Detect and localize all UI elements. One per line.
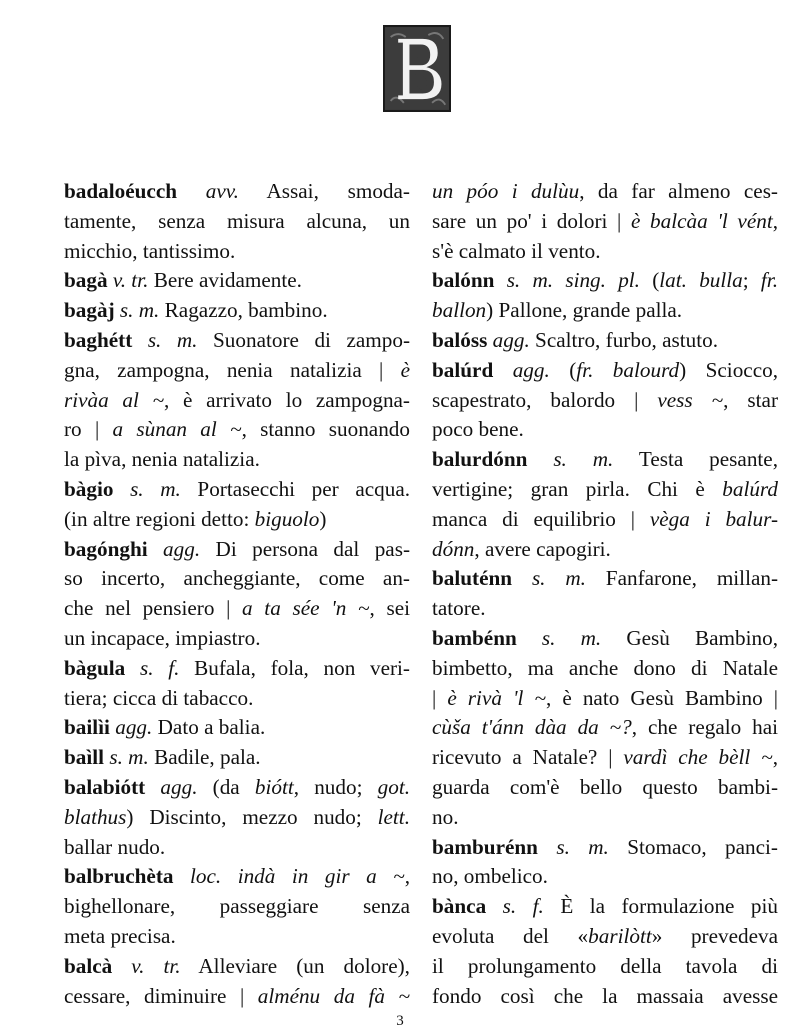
text-segment: , che regalo hai — [631, 715, 779, 740]
text-line — [64, 475, 410, 505]
text-segment: ( — [639, 268, 660, 293]
entry-headword: bagónghi — [64, 536, 148, 561]
italic-text: s. m. — [130, 476, 181, 501]
entry-headword: balónn — [432, 268, 495, 293]
text-segment: Suonatore di zampo- — [197, 327, 410, 352]
text-segment: Testa pesante, — [613, 447, 779, 472]
text-segment: ( — [549, 357, 577, 382]
italic-text: è rivà 'l ~ — [447, 685, 546, 710]
text-segment: , — [404, 864, 410, 889]
text-segment: , — [772, 745, 778, 770]
text-segment: un incapace, impiastro. — [64, 625, 261, 650]
italic-text: lat. bulla — [659, 268, 743, 293]
italic-text: dónn — [432, 536, 475, 561]
italic-text: v. tr. — [131, 953, 181, 978]
italic-text: s. m. sing. pl. — [506, 268, 640, 293]
text-line — [64, 982, 410, 1012]
italic-text: vess ~ — [657, 387, 724, 412]
text-line — [64, 773, 410, 803]
text-segment — [125, 656, 140, 680]
text-line — [64, 952, 410, 982]
text-segment — [132, 328, 148, 352]
text-line — [432, 624, 778, 654]
entry-headword: baìll — [64, 745, 105, 770]
text-line — [432, 326, 778, 356]
text-segment: Alleviare (un dolore), — [180, 953, 410, 978]
italic-text: fr. balourd — [576, 357, 680, 382]
text-segment — [493, 358, 512, 382]
entry-headword: bamburénn — [432, 834, 538, 859]
italic-text: lett. — [377, 804, 410, 829]
text-line — [64, 594, 410, 624]
entry-headword: balurdónn — [432, 447, 528, 472]
text-segment — [486, 894, 502, 918]
italic-text: got. — [377, 774, 410, 799]
text-segment: ricevuto a Natale? | — [432, 745, 624, 770]
text-segment — [173, 864, 190, 888]
italic-text: blathus — [64, 804, 127, 829]
text-line — [432, 564, 778, 594]
text-line — [64, 266, 410, 296]
text-segment: gna, zampogna, nenia natalizia | — [64, 357, 401, 382]
italic-text: vèga i balur- — [649, 506, 778, 531]
text-line — [64, 564, 410, 594]
italic-text: vardì che bèll ~ — [623, 745, 773, 770]
text-line — [432, 862, 778, 892]
text-segment: so incerto, ancheggiante, come an- — [64, 566, 410, 591]
text-segment: Bere avidamente. — [148, 268, 302, 293]
text-line — [432, 743, 778, 773]
text-line — [432, 177, 778, 207]
entry-headword: bagàj — [64, 298, 115, 323]
italic-text: s. m. — [553, 447, 614, 472]
text-segment: tatore. — [432, 596, 486, 621]
text-line — [64, 862, 410, 892]
italic-text: agg. — [492, 327, 530, 352]
italic-text: alménu da fà ~ — [257, 983, 410, 1008]
text-segment: , è arrivato lo zampogna- — [164, 387, 410, 412]
italic-text: fr. — [760, 268, 778, 293]
text-segment: il prolungamento della tavola di — [432, 953, 778, 978]
text-segment: la pìva, nenia natalizia. — [64, 447, 260, 472]
text-segment — [148, 537, 163, 561]
italic-text: agg. — [512, 357, 550, 382]
text-line — [432, 922, 778, 952]
text-line — [64, 713, 410, 743]
italic-text: cùša t'ánn dàa da ~? — [432, 715, 632, 740]
text-line — [432, 266, 778, 296]
left-column — [64, 177, 410, 1011]
text-line — [432, 386, 778, 416]
text-segment: Portasecchi per acqua. — [180, 476, 411, 501]
text-line — [64, 803, 410, 833]
text-segment: , avere capogiri. — [474, 536, 611, 561]
text-line — [432, 475, 778, 505]
text-line — [64, 415, 410, 445]
entry-headword: bambénn — [432, 625, 517, 650]
text-segment: poco bene. — [432, 417, 524, 442]
text-line — [432, 833, 778, 863]
text-segment: Stomaco, panci- — [608, 834, 778, 859]
text-segment: ) Discinto, mezzo nudo; — [126, 804, 378, 829]
text-line — [432, 356, 778, 386]
italic-text: s. f. — [502, 894, 544, 919]
text-segment: bighellonare, passeggiare senza — [64, 894, 410, 919]
entry-headword: bàgio — [64, 476, 114, 501]
italic-text: è balcàa 'l vént — [630, 208, 773, 233]
italic-text: avv. — [205, 179, 239, 203]
italic-text: s. m. — [531, 566, 586, 591]
text-segment: s'è calmato il vento. — [432, 238, 601, 263]
entry-headword: bailìi — [64, 715, 110, 740]
entry-headword: balcà — [64, 953, 113, 978]
italic-text: balúrd — [722, 476, 778, 501]
text-line — [432, 594, 778, 624]
italic-text: a ta sée 'n ~ — [242, 596, 370, 621]
text-segment: guarda com'è bello questo bambi- — [432, 774, 778, 799]
text-segment: ; — [742, 268, 761, 293]
italic-text: s. f. — [139, 655, 180, 680]
italic-text: barilòtt — [588, 923, 652, 948]
text-line — [64, 326, 410, 356]
italic-text: un póo i dulùu — [432, 179, 580, 203]
text-segment: Di persona dal pas- — [200, 536, 410, 561]
text-segment: sare un po' i dolori | — [432, 208, 631, 233]
text-line — [64, 207, 410, 237]
text-line — [64, 535, 410, 565]
italic-text: agg. — [115, 715, 153, 740]
text-segment: Fanfarone, millan- — [585, 566, 779, 591]
text-segment: Badile, pala. — [148, 745, 261, 770]
italic-text: ballon — [432, 298, 487, 323]
italic-text: a sùnan al ~ — [112, 417, 242, 442]
italic-text: biótt — [254, 774, 294, 799]
text-segment: , — [772, 208, 778, 233]
text-line — [64, 177, 410, 207]
entry-headword: bànca — [432, 894, 487, 919]
right-column — [432, 177, 778, 1011]
text-segment — [145, 775, 160, 799]
text-segment: micchio, tantissimo. — [64, 238, 236, 263]
text-segment: cessare, diminuire | — [64, 983, 258, 1008]
text-segment — [527, 447, 553, 471]
text-line — [432, 773, 778, 803]
text-line — [432, 713, 778, 743]
text-segment: ro | — [64, 417, 113, 442]
text-segment: ballar nudo. — [64, 834, 166, 859]
entry-headword: badaloéucch — [64, 179, 178, 203]
text-segment: no, ombelico. — [432, 864, 548, 889]
text-segment: fondo così che la massaia avesse — [432, 983, 778, 1008]
text-segment: È la formulazione più — [543, 894, 779, 919]
text-line — [432, 892, 778, 922]
italic-text: s. m. — [556, 834, 609, 859]
text-segment: tiera; cicca di tabacco. — [64, 685, 254, 710]
entry-headword: bàgula — [64, 655, 126, 680]
italic-text: agg. — [160, 774, 198, 799]
text-segment: (in altre regioni detto: — [64, 506, 255, 531]
italic-text: s. m. — [109, 745, 149, 770]
text-segment — [113, 477, 130, 501]
italic-text: s. m. — [119, 298, 160, 323]
entry-headword: balúrd — [432, 357, 494, 382]
text-line — [64, 743, 410, 773]
italic-text: v. tr. — [112, 268, 149, 293]
text-segment: vertigine; gran pirla. Chi è — [432, 476, 723, 501]
italic-text: s. m. — [147, 327, 198, 352]
page-number: 3 — [396, 1013, 404, 1029]
text-segment: » prevedeva — [651, 923, 779, 948]
text-segment: (da — [197, 774, 255, 799]
text-segment — [112, 954, 131, 978]
text-line — [64, 922, 410, 952]
text-line — [64, 833, 410, 863]
text-segment: no. — [432, 804, 459, 829]
text-line — [64, 892, 410, 922]
entry-headword: baluténn — [432, 566, 513, 591]
italic-text: loc. indà in gir a ~ — [190, 864, 405, 889]
text-segment: , da far almeno ces- — [579, 179, 778, 203]
text-segment: , stanno suonando — [241, 417, 410, 442]
text-segment: , star — [723, 387, 779, 412]
text-segment: bimbetto, ma anche dono di Natale — [432, 655, 778, 680]
italic-text: è — [400, 357, 410, 382]
text-line — [432, 237, 778, 267]
text-line — [432, 952, 778, 982]
text-line — [64, 624, 410, 654]
text-segment — [538, 835, 556, 859]
italic-text: s. m. — [541, 625, 602, 650]
text-segment: Scaltro, furbo, astuto. — [529, 327, 719, 352]
text-line — [64, 296, 410, 326]
decorated-initial-letter — [383, 25, 451, 112]
text-segment: che nel pensiero | — [64, 596, 243, 621]
text-line — [432, 505, 778, 535]
entry-headword: bagà — [64, 268, 108, 293]
text-segment: tamente, senza misura alcuna, un — [64, 208, 410, 233]
text-segment — [177, 179, 206, 203]
text-segment: Ragazzo, bambino. — [159, 298, 328, 323]
text-segment: meta precisa. — [64, 923, 176, 948]
entry-headword: balabiótt — [64, 774, 146, 799]
text-segment: manca di equilibrio | — [432, 506, 650, 531]
text-line — [432, 803, 778, 833]
text-segment: , è nato Gesù Bambino | — [545, 685, 778, 710]
text-line — [64, 356, 410, 386]
text-line — [432, 654, 778, 684]
text-line — [432, 684, 778, 714]
text-line — [432, 982, 778, 1012]
text-segment — [494, 268, 506, 292]
text-segment: ) — [319, 506, 327, 531]
text-line — [432, 296, 778, 326]
text-segment — [517, 626, 542, 650]
italic-text: biguolo — [254, 506, 320, 531]
text-segment: ) Pallone, grande palla. — [486, 298, 683, 323]
text-segment — [512, 566, 532, 590]
text-line — [432, 415, 778, 445]
text-segment: evoluta del « — [432, 923, 589, 948]
text-segment: , sei — [369, 596, 410, 621]
entry-headword: balbruchèta — [64, 864, 174, 889]
text-segment: Dato a balia. — [152, 715, 266, 740]
text-line — [64, 684, 410, 714]
text-line — [64, 237, 410, 267]
italic-text: agg. — [163, 536, 201, 561]
text-line — [64, 654, 410, 684]
text-segment: | — [432, 685, 448, 710]
entry-headword: balóss — [432, 327, 488, 352]
entry-headword: baghétt — [64, 327, 133, 352]
text-segment: scapestrato, balordo | — [432, 387, 658, 412]
text-line — [432, 207, 778, 237]
text-line — [64, 445, 410, 475]
text-line — [64, 505, 410, 535]
text-segment: ) Sciocco, — [679, 357, 778, 382]
text-line — [432, 535, 778, 565]
text-segment: Gesù Bambino, — [601, 625, 779, 650]
text-segment: , nudo; — [293, 774, 378, 799]
initial-b-ornament — [385, 27, 449, 110]
text-line — [64, 386, 410, 416]
text-segment: Bufala, fola, non veri- — [179, 655, 410, 680]
text-segment: Assai, smoda- — [238, 179, 410, 203]
italic-text: rivàa al ~ — [64, 387, 165, 412]
text-line — [432, 445, 778, 475]
